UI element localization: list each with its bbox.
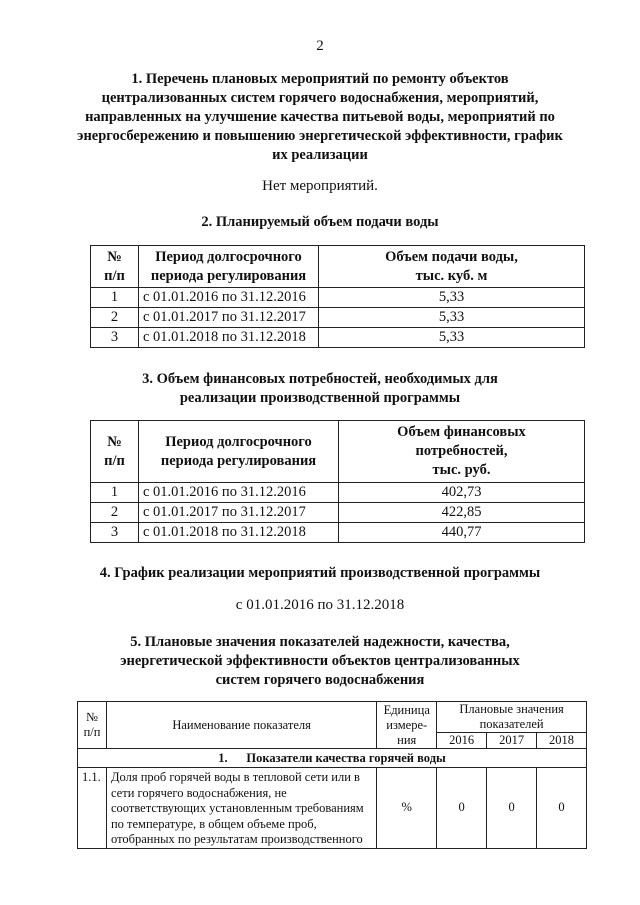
financial-needs-table [90,420,585,543]
table-row [91,328,585,348]
cell-value: 0 [487,768,537,849]
table-header-row [91,246,585,288]
section5-title [0,633,640,690]
section1-title-line: направленных на улучшение качества питьевой воды, мероприятий по [85,109,555,125]
cell-description: Доля проб горячей воды в тепловой сети или в сети горячего водоснабжения, не соответствующих установленным требованиям по температуре, в общем объеме проб, отобранных по результатам производственного [106,768,376,849]
header-year: 2016 [437,733,487,749]
cell-period: с 01.01.2016 по 31.12.2016 [139,288,319,308]
cell-value: 440,77 [339,523,585,543]
cell-period: с 01.01.2017 по 31.12.2017 [139,308,319,328]
section1-title-line: энергосбережению и повышению энергетической эффективности, график [77,128,563,144]
cell-value: 0 [537,768,587,849]
table-row [91,503,585,523]
header-num: № п/п [91,246,139,288]
section5-title-line: систем горячего водоснабжения [215,672,425,688]
table-header-row [78,702,587,733]
header-unit: Единица измере- ния [377,702,437,749]
header-year: 2018 [537,733,587,749]
cell-value: 402,73 [339,483,585,503]
table-row [91,288,585,308]
header-value: Объем финансовых потребностей, тыс. руб. [339,421,585,483]
cell-period: с 01.01.2017 по 31.12.2017 [139,503,339,523]
header-period: Период долгосрочного периода регулирования [139,246,319,288]
section2-title: 2. Планируемый объем подачи воды [201,214,439,230]
cell-value: 0 [437,768,487,849]
section3-title-line: 3. Объем финансовых потребностей, необходимых для [142,371,498,387]
cell-num: 3 [91,328,139,348]
cell-value: 422,85 [339,503,585,523]
cell-num: 2 [91,308,139,328]
section1-title [0,70,640,165]
cell-num: 1.1. [78,768,107,849]
section3-title [0,370,640,408]
header-planned: Плановые значения показателей [437,702,587,733]
table-row [78,768,587,849]
cell-num: 1 [91,288,139,308]
table-row [91,308,585,328]
page-number: 2 [316,38,324,54]
section5-title-line: 5. Плановые значения показателей надежности, качества, [130,634,510,650]
indicators-table [77,701,587,849]
section3-title-line: реализации производственной программы [179,390,461,406]
cell-period: с 01.01.2018 по 31.12.2018 [139,523,339,543]
table-header-row [91,421,585,483]
section1-title-line: централизованных систем горячего водоснабжения, мероприятий, [101,90,539,106]
header-value: Объем подачи воды, тыс. куб. м [319,246,585,288]
water-supply-table [90,245,585,348]
section4-title: 4. График реализации мероприятий производственной программы [99,565,541,581]
header-num: № п/п [78,702,107,749]
cell-unit: % [377,768,437,849]
header-name: Наименование показателя [106,702,376,749]
section1-title-line: их реализации [272,147,368,163]
section1-title-line: 1. Перечень плановых мероприятий по ремонту объектов [131,71,509,87]
cell-period: с 01.01.2016 по 31.12.2016 [139,483,339,503]
table-row [91,523,585,543]
section1-note: Нет мероприятий. [262,178,378,194]
cell-value: 5,33 [319,308,585,328]
cell-num: 2 [91,503,139,523]
cell-num: 3 [91,523,139,543]
header-num: № п/п [91,421,139,483]
cell-period: с 01.01.2018 по 31.12.2018 [139,328,319,348]
header-period: Период долгосрочного периода регулирования [139,421,339,483]
header-year: 2017 [487,733,537,749]
subsection-title: 1. Показатели качества горячей воды [78,749,587,768]
cell-value: 5,33 [319,328,585,348]
table-row [91,483,585,503]
subsection-row [78,749,587,768]
section4-period: с 01.01.2016 по 31.12.2018 [235,597,405,613]
cell-num: 1 [91,483,139,503]
cell-value: 5,33 [319,288,585,308]
section5-title-line: энергетической эффективности объектов централизованных [120,653,520,669]
